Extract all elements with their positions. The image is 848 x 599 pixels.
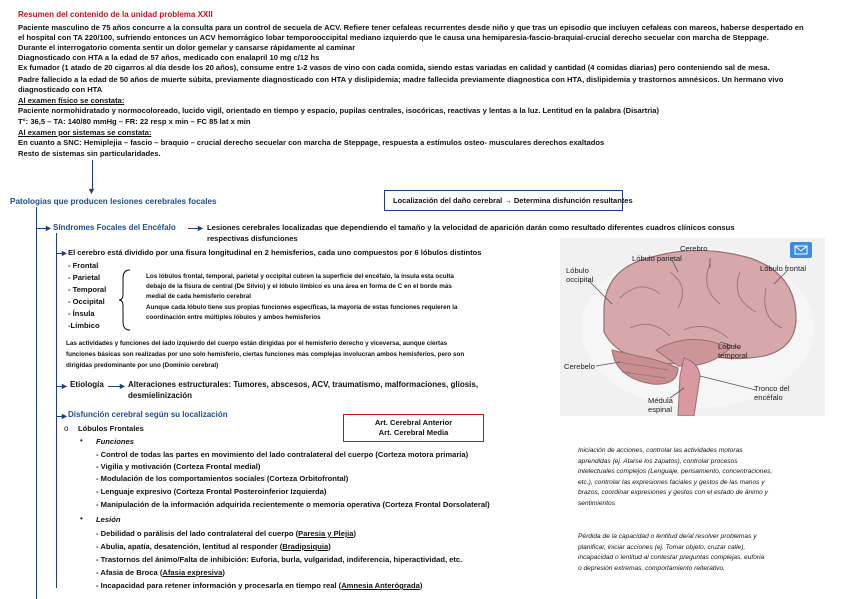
location-box [384,190,633,211]
artery-anterior: Art. Cerebral Anterior [374,418,453,427]
label-temporal: Lóbulo temporal [718,342,748,360]
sindromes-desc: respectivas disfunciones [207,234,298,243]
case-paragraph-line: Durante el interrogatorio comenta sentir un dolor gemelar y cansarse rápidamente al caminar [18,43,356,52]
sindromes-desc: Lesiones cerebrales localizadas que dependiendo el tamaño y la velocidad de aparición darán como resultado diferentes cuadros clínicos consus [207,223,735,232]
label-parietal: Lóbulo parietal [632,254,682,263]
exam-line: T°: 36,5 – TA: 140/80 mmHg – FR: 22 resp x min – FC 85 lat x min [18,117,251,126]
activities-text: dirigidas predominante por uno (Dominio cerebral) [66,362,219,369]
etiologia-text: desmielinización [128,391,193,400]
note-functions: Iniciación de acciones, controlar las actividades motoras aprendidas (ej. Atarse los zapatos), controlar procesos intelectuales complejos (Lenguaje, pensamiento, concentraciones, etc.), controlar las expresiones faciales y gestos de las manos y brazos, coordinar expresiones y gestos con el estado de ánimo y sentimientos [578,447,773,507]
case-paragraph-line: el hospital con TA 220/100, sufriendo entonces un ACV hemorrágico lobar temporooccipital mediano izquierdo que le causa una hemiparesia-fascio-braquial-crucial derecho secuelar con marcha de Steppage. [18,33,769,42]
exam-line: Paciente normohidratado y normocoloreado, lucido vigil, orientado en tiempo y espacio, pupilas centrales, isocóricas, reactivas y lentas a la luz. Lentitud en la palabra (Disartria) [18,106,660,115]
lesion-item: - Abulia, apatía, desatención, lentitud al responder (Bradipsiquia) [96,542,331,551]
note-lesion: Pérdida de la capacidad o lentitud de/al resolver problemas y planificar, iniciar acciones (ej. Tomar objeto, cruzar calle), incapacidad o lentitud al contestar preguntas complejas, euforia o depresión extremas, comportamiento reiterativo. [578,533,765,572]
location-box-text: Localización del daño cerebral → Determina disfunción resultantes [393,196,633,205]
etiologia-text: Alteraciones estructurales: Tumores, abscesos, ACV, traumatismo, malformaciones, gliosis, [128,380,479,389]
activities-text: Las actividades y funciones del lado izquierdo del cuerpo están dirigidas por el hemisferio derecho y viceversa, aunque ciertas [66,340,448,347]
bullet-icon: • [80,514,83,523]
map-root-title: Patologías que producen lesiones cerebrales focales [10,197,217,206]
funcion-item: - Vigilia y motivación (Corteza Frontal medial) [96,462,261,471]
secondary-trunk-line [56,233,57,588]
lesion-label: Lesión [96,515,121,524]
hemispheres-text: El cerebro está dividido por una fisura longitudinal en 2 hemisferios, cada uno compuestos por 6 lóbulos distintos [68,248,482,257]
lesion-item: - Afasia de Broca (Afasia expresiva) [96,568,225,577]
case-paragraph-line: Ex fumador (1 atado de 20 cigarros al día desde los 20 años), consume entre 1-2 vasos de vino con cada comida, siendo estas variadas en calidad y cantidad (4 comidas diarias) pero conteniendo sal de mesa. [18,63,770,72]
lobe-item: - Frontal [68,261,99,270]
circle-bullet-icon: o [64,424,69,433]
brain-image [560,238,825,416]
arrow-right-icon: ► [60,248,69,258]
case-paragraph-line: Paciente masculino de 75 años concurre a la consulta para un control de secuela de ACV. Refiere tener cefaleas recurrentes desde niño y que tras un episodio que incluyen cefaleas con mareos, haberse despertado en [18,23,804,32]
label-tronco: Tronco del encéfalo [754,384,790,402]
sindromes-title: Síndromes Focales del Encéfalo [53,223,176,232]
disfuncion-title: Disfunción cerebral según su localización [68,410,228,419]
case-paragraph-line: Diagnosticado con HTA a la edad de 57 años, medicado con enalapril 10 mg c/12 hs [18,53,320,62]
lesion-item: - Trastornos del ánimo/Falta de inhibición: Euforia, burla, vulgaridad, indiferencia, hiperactividad, etc. [96,555,463,564]
systems-line: En cuanto a SNC: Hemiplejia – fascio – braquio – crucial derecho secuelar con marcha de Steppage, respuesta a estímulos osteo- musculares derechos exaltados [18,138,605,147]
lobe-item: - Occipital [68,297,105,306]
exam-heading: Al examen físico se constata: [18,96,125,105]
funcion-item: - Lenguaje expresivo (Corteza Frontal Posteroinferior Izquierda) [96,487,327,496]
lobe-item: - Temporal [68,285,107,294]
curly-brace [118,268,134,332]
systems-line: Resto de sistemas sin particularidades. [18,149,161,158]
case-paragraph-line: Padre fallecido a la edad de 50 años de muerte súbita, previamente diagnosticado con HTA y dislipidemia; madre fallecida previamente diagnostica con HTA, dislipidemia y trastornos amnésicos. Un hermano vivo [18,75,784,84]
lobes-desc: medial de cada hemisferio cerebral [146,293,251,300]
lobes-desc: Los lóbulos frontal, temporal, parietal y occipital cubren la superficie del encéfalo, la ínsula esta oculta [146,273,454,280]
funciones-label: Funciones [96,437,134,446]
funcion-item: - Modulación de los comportamientos sociales (Corteza Orbitofrontal) [96,474,349,483]
lesion-item: - Incapacidad para retener información y procesarla en tiempo real (Amnesia Anterógrada) [96,581,423,590]
lobes-desc: debajo de la fisura de central (De Silvio) y el lóbulo límbico es una área en forma de C en el borde más [146,283,452,290]
artery-media: Art. Cerebral Media [378,428,449,437]
label-occipital: Lóbulo occipital [566,266,594,284]
etiologia-label: Etiología [70,380,104,389]
mail-icon[interactable] [790,242,812,258]
activities-text: funciones básicas son realizadas por uno solo hemisferio, ciertas funciones más complejas involucran ambos hemisferios, pero son [66,351,465,358]
arrow-right-icon: ► [196,223,205,233]
arrow-right-icon: ► [44,223,53,233]
systems-heading: Al examen por sistemas se constata: [18,128,152,137]
arrow-right-icon: ► [60,411,69,421]
arrow-down-icon: ▼ [87,186,96,196]
lobe-item: - Ínsula [68,309,95,318]
case-title: Resumen del contenido de la unidad problema XXII [18,10,213,19]
bullet-icon: • [80,436,83,445]
arrow-right-icon: ► [118,381,127,391]
trunk-line [36,207,37,599]
arrow-right-icon: ► [60,381,69,391]
label-cerebro: Cerebro [680,244,708,253]
arteries-box [343,414,484,442]
label-medula: Médula espinal [648,396,673,414]
label-cerebelo: Cerebelo [564,362,595,371]
lobe-item: -Límbico [68,321,100,330]
label-frontal: Lóbulo frontal [760,264,807,273]
case-paragraph-line: diagnosticado con HTA [18,85,103,94]
funcion-item: - Control de todas las partes en movimiento del lado contralateral del cuerpo (Corteza motora primaria) [96,450,469,459]
lesion-item: - Debilidad o parálisis del lado contralateral del cuerpo (Paresia y Plejia) [96,529,356,538]
lobes-desc: coordinación entre múltiples lóbulos y ambos hemisferios [146,314,321,321]
lobe-item: - Parietal [68,273,101,282]
lobulos-frontales: Lóbulos Frontales [78,424,144,433]
lobes-desc: Aunque cada lóbulo tiene sus propias funciones específicas, la mayoría de estas funciones requieren la [146,304,458,311]
funcion-item: - Manipulación de la información adquirida recientemente o memoria operativa (Corteza Frontal Dorsolateral) [96,500,490,509]
